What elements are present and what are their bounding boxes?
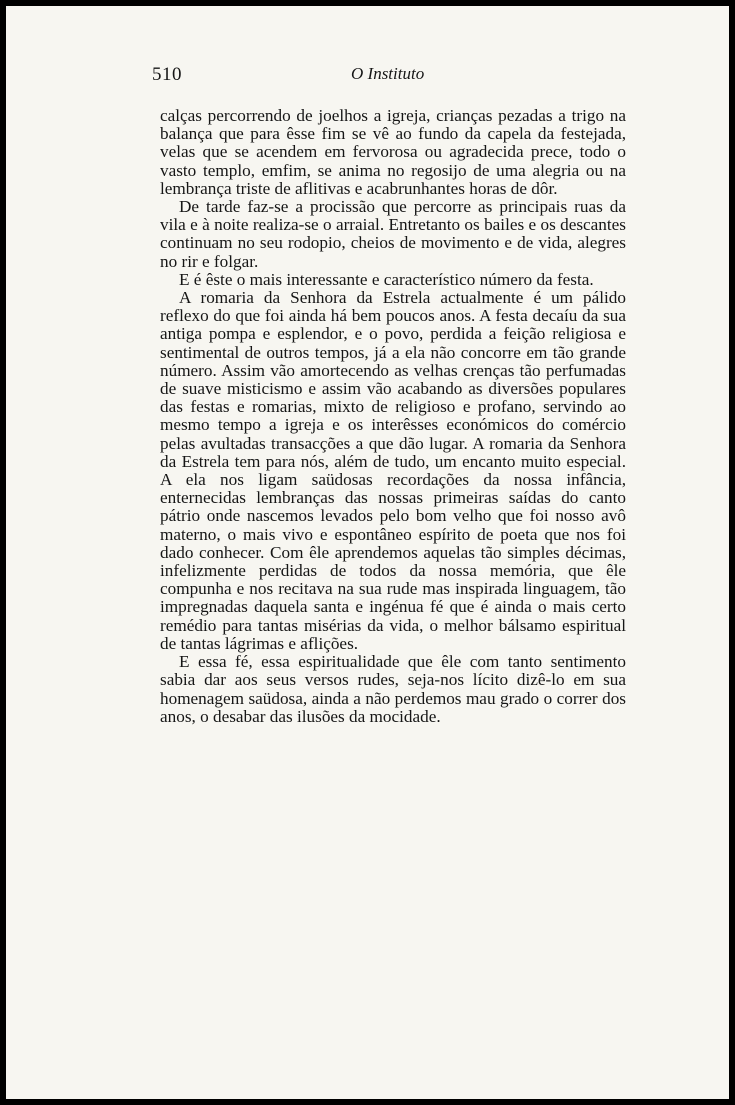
body-text [160, 107, 626, 726]
running-title: O Instituto [351, 64, 425, 83]
document-page [6, 6, 729, 1099]
paragraph: A romaria da Senhora da Estrela actualmente é um pálido reflexo do que foi ainda há bem poucos anos. A festa decaíu da sua antiga pompa e esplendor, e o povo, perdida a feição religiosa e sentimental de outros tempos, já a ela não concorre em tão grande número. Assim vão amortecendo as velhas crenças tão perfumadas de suave misticismo e assim vão acabando as diversões populares das festas e romarias, mixto de religioso e profano, servindo ao mesmo tempo a igreja e os interêsses económicos do comércio pelas avultadas transacções a que dão lugar. A romaria da Senhora da Estrela tem para nós, além de tudo, um encanto muito especial. A ela nos ligam saüdosas recordações da nossa infância, enternecidas lembranças das nossas primeiras saídas do canto pátrio onde nascemos levados pelo bom velho que foi nosso avô materno, o mais vivo e espontâneo espírito de poeta que nos foi dado conhecer. Com êle aprendemos aquelas tão simples décimas, infelizmente perdidas de todos da nossa memória, que êle compunha e nos recitava na sua rude mas inspirada linguagem, tão impregnadas daquela santa e ingénua fé que é ainda o mais certo remédio para tantas misérias da vida, o melhor bálsamo espiritual de tantas lágrimas e aflições. [160, 288, 626, 653]
paragraph: E essa fé, essa espiritualidade que êle com tanto sentimento sabia dar aos seus versos rudes, seja-nos lícito dizê-lo em sua homenagem saüdosa, ainda a não perdemos mau grado o correr dos anos, o desabar das ilusões da mocidade. [160, 652, 626, 726]
paragraph: De tarde faz-se a procissão que percorre as principais ruas da vila e à noite realiza-se o arraial. Entretanto os bailes e os descantes continuam no seu rodopio, cheios de movimento e de vida, alegres no rir e folgar. [160, 197, 626, 271]
paragraph: calças percorrendo de joelhos a igreja, crianças pezadas a trigo na balança que para êsse fim se vê ao fundo da capela da festejada, velas que se acendem em fervorosa ou agradecida prece, todo o vasto templo, emfim, se anima no regosijo de uma alegria ou na lembrança triste de aflitivas e acabrunhantes horas de dôr. [160, 106, 626, 198]
page-number: 510 [152, 64, 182, 85]
page-header [6, 64, 729, 94]
paragraph: E é êste o mais interessante e característico número da festa. [179, 269, 594, 289]
